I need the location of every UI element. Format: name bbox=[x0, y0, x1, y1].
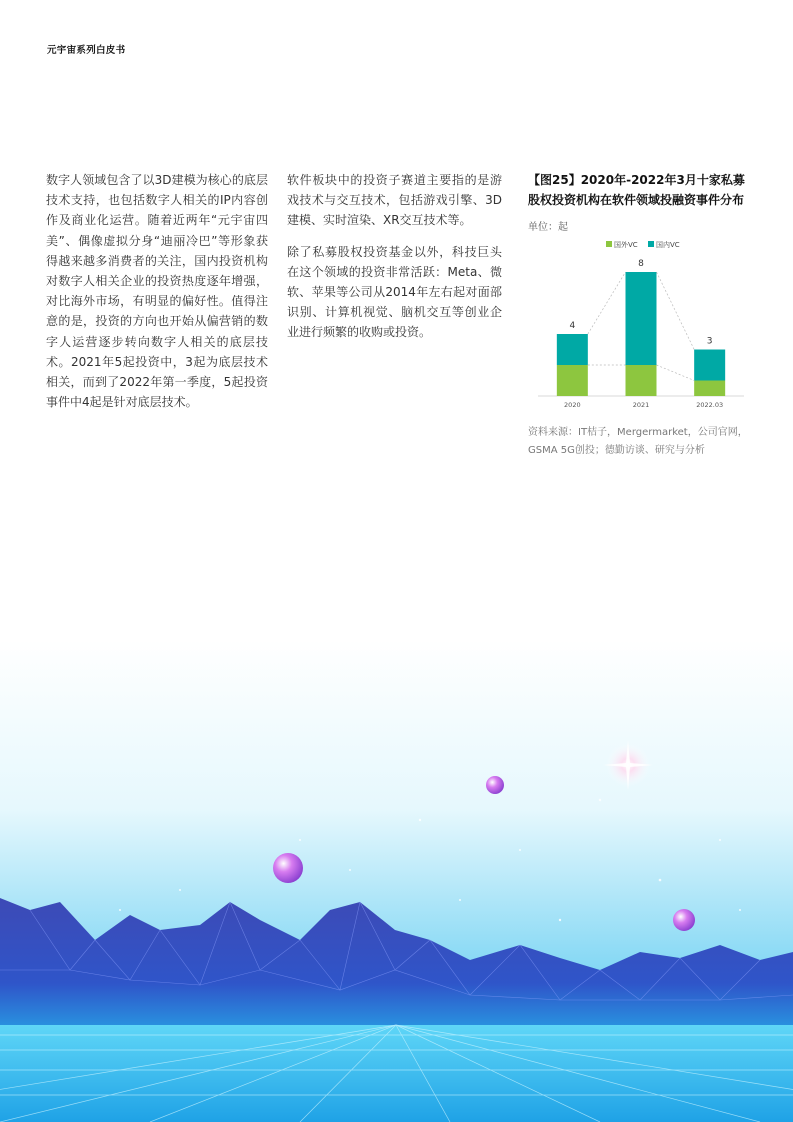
legend-label: 国内VC bbox=[656, 241, 680, 249]
bar-segment bbox=[694, 381, 725, 397]
tick-label: 2021 bbox=[632, 401, 650, 409]
bar-segment bbox=[694, 350, 725, 381]
bar-segment bbox=[557, 334, 588, 365]
column-left bbox=[46, 170, 268, 423]
decorative-background bbox=[0, 640, 793, 1122]
data-label: 8 bbox=[638, 259, 644, 269]
paragraph: 除了私募股权投资基金以外，科技巨头在这个领域的投资非常活跃：Meta、微软、苹果等公司从2014年左右起对面部识别、计算机视觉、脑机交互等创业企业进行频繁的收购或投资。 bbox=[287, 244, 502, 340]
bar-segment bbox=[557, 365, 588, 396]
figure-title: 【图25】2020年-2022年3月十家私募股权投资机构在软件领域投融资事件分布 bbox=[528, 173, 745, 207]
header-title: 元宇宙系列白皮书 bbox=[47, 45, 126, 56]
data-label: 3 bbox=[706, 336, 713, 347]
paragraph: 软件板块中的投资子赛道主要指的是游戏技术与交互技术，包括游戏引擎、3D建模、实时渲染、XR交互技术等。 bbox=[287, 173, 502, 228]
legend-swatch bbox=[606, 241, 612, 247]
figure-unit: 单位：起 bbox=[528, 222, 568, 233]
figure-source: 资料来源：IT桔子，Mergermarket，公司官网，GSMA 5G创投；德勤访谈、研究与分析 bbox=[528, 427, 748, 456]
data-label: 4 bbox=[569, 321, 576, 331]
stacked-bar-chart bbox=[528, 234, 750, 416]
bar-segment bbox=[626, 272, 657, 365]
tick-label: 2020 bbox=[564, 401, 581, 409]
tick-label: 2022.03 bbox=[696, 401, 724, 409]
connector-line bbox=[588, 272, 626, 334]
legend-swatch bbox=[648, 241, 654, 247]
paragraph: 数字人领域包含了以3D建模为核心的底层技术支持，也包括数字人相关的IP内容创作及商业化运营。随着近两年“元宇宙四美”、偶像虚拟分身“迪丽冷巴”等形象获得越来越多消费者的关注，国内投资机构对数字人相关企业的投资热度逐年增强，对比海外市场，有明显的偏好性。值得注意的是，投资的方向也开始从偏营销的数字人运营逐步转向数字人相关的底层技术。2021年5起投资中，3起为底层技术相关，而到了2022年第一季度，5起投资事件中4起是针对底层技术。 bbox=[46, 173, 268, 410]
connector-line bbox=[657, 272, 695, 350]
connector-line bbox=[657, 365, 695, 381]
bar-segment bbox=[626, 365, 657, 396]
legend-label: 国外VC bbox=[614, 241, 638, 249]
column-middle bbox=[287, 170, 502, 354]
